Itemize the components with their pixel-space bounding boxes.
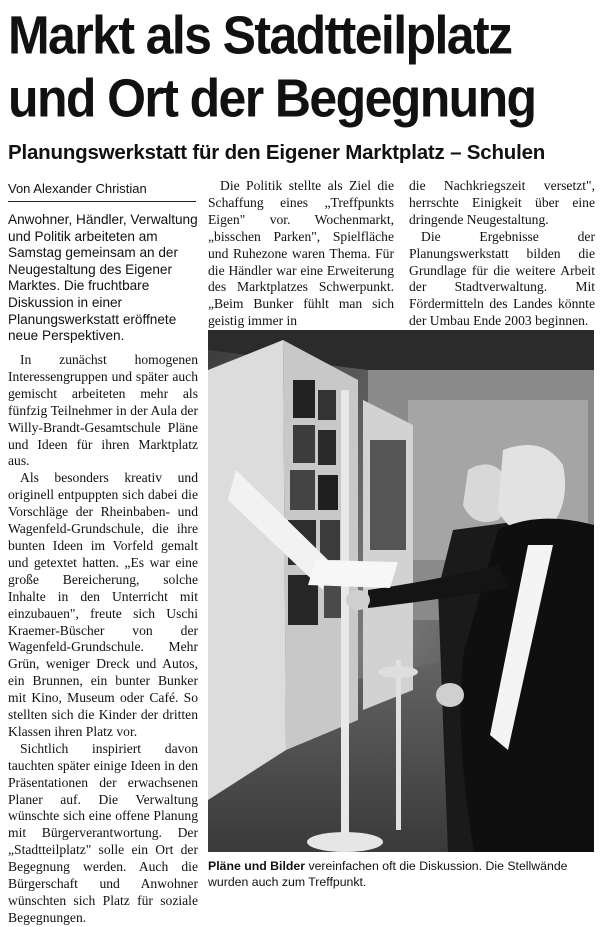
- paragraph: Als besonders kreativ und originell entpuppten sich dabei die Vorschläge der Rheinbaben- und Wagenfeld-Grundschule, die ihre bunten Ideen im Vorfeld gemalt und getextet hatten. „Es war eine große Bereicherung, solche Inhalte in den Unterricht mit einzubauen", freute sich Uschi Kraemer-Büscher von der Wagenfeld-Grundschule. Mehr Grün, weniger Dreck und Autos, ein Brunnen, ein bunter Bunker mit Kino, Museum oder Café. So stellten sich die Kinder der dritten Klassen ihren Platz vor.: [8, 470, 198, 739]
- paragraph: Die Ergebnisse der Planungswerkstatt bilden die Grundlage für die weitere Arbeit der Stadtverwaltung. Mit Fördermitteln des Landes könnte der Umbau Ende 2003 beginnen.: [409, 228, 595, 329]
- paragraph: Die Politik stellte als Ziel die Schaffung eines „Treffpunkts Eigen" vor. Wochenmarkt, „bisschen Parken", Spielfläche und Ruhezone waren Thema. Für die Händler war eine Erweiterung des Marktplatzes Schwerpunkt. „Beim Bunker fühlt man sich geistig immer in: [208, 178, 394, 329]
- article-subline: Planungswerkstatt für den Eigener Marktplatz – Schulen: [8, 141, 546, 164]
- caption-bold: Pläne und Bilder: [208, 859, 306, 873]
- article-photo: [208, 330, 594, 852]
- photo-illustration: [208, 330, 594, 852]
- article-headline: Markt als Stadtteilplatz und Ort der Begegnung: [8, 5, 536, 129]
- article-column-1: [8, 352, 198, 927]
- photo-caption: [208, 858, 596, 890]
- paragraph: Sichtlich inspiriert davon tauchten später einige Ideen in den Präsentationen der erwachsenen Planer auf. Die Verwaltung wünschte sich eine offene Planung mit Bürgerverantwortung. Der „Stadtteilplatz" solle ein Ort der Begegnung werden. Auch die Bürgerschaft und Anwohner wünschten sich Platz für soziale Begegnungen.: [8, 740, 198, 925]
- byline-divider: [8, 201, 196, 202]
- paragraph: die Nachkriegszeit versetzt", herrschte Einigkeit über eine dringende Neugestaltung.: [409, 178, 595, 227]
- article-byline: Von Alexander Christian: [8, 181, 147, 196]
- article-column-2: [208, 178, 394, 330]
- caption-text: vereinfachen oft die Diskussion. Die Stellwände wurden auch zum Treffpunkt.: [208, 859, 568, 889]
- article-lead: Anwohner, Händler, Verwaltung und Politik arbeiteten am Samstag gemeinsam an der Neugestaltung des Eigener Marktes. Die fruchtbare Diskussion in einer Planungswerkstatt eröffnete neue Perspektiven.: [8, 212, 198, 344]
- article-column-3: [409, 178, 595, 330]
- paragraph: In zunächst homogenen Interessengruppen und später auch gemischt arbeiteten mehr als fünfzig Teilnehmer in der Aula der Willy-Brandt-Gesamtschule Pläne und Ideen für ihren Marktplatz aus.: [8, 352, 198, 469]
